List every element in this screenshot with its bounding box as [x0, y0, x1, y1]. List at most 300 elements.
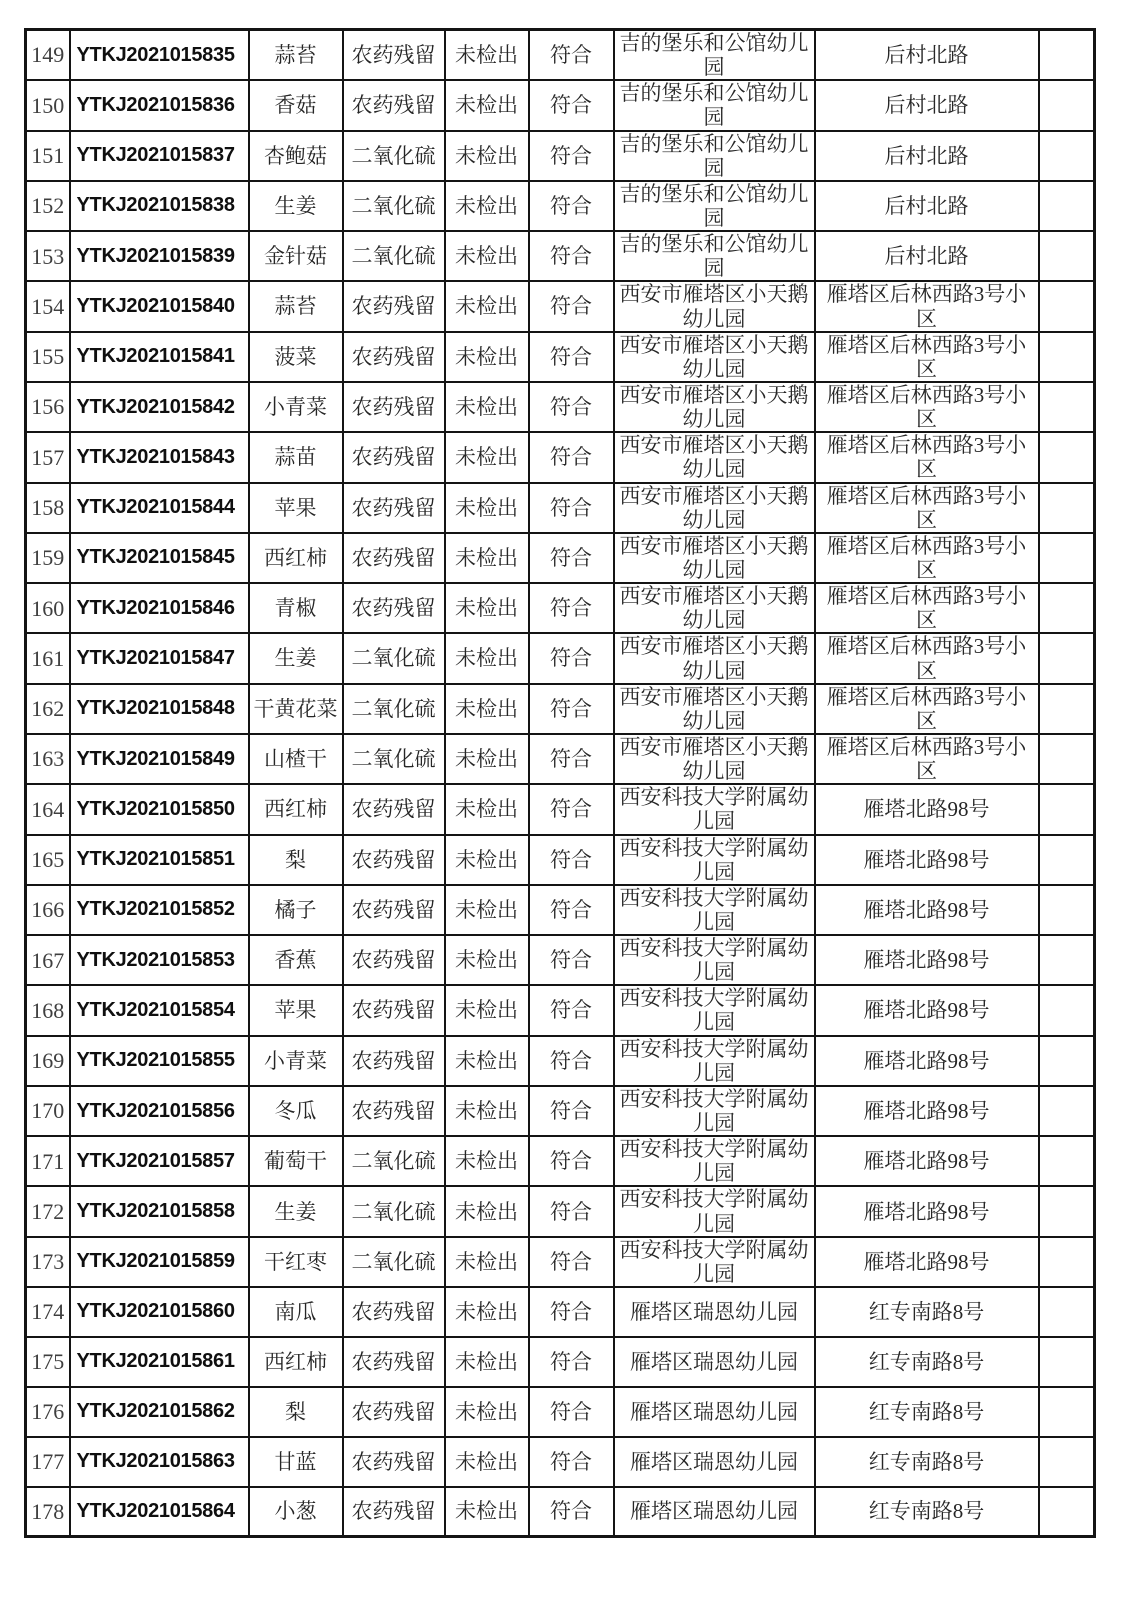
sample-id-cell: YTKJ2021015840 [70, 281, 249, 331]
table-row [26, 885, 1095, 935]
row-number-cell: 149 [26, 30, 70, 81]
test-result-cell: 未检出 [445, 684, 529, 734]
row-number-cell: 155 [26, 332, 70, 382]
sample-id-cell: YTKJ2021015863 [70, 1437, 249, 1487]
institution-address-cell: 红专南路8号 [815, 1487, 1039, 1537]
institution-address-cell: 雁塔北路98号 [815, 1237, 1039, 1287]
institution-address-cell: 后村北路 [815, 80, 1039, 130]
sampled-institution-cell: 吉的堡乐和公馆幼儿园 [614, 30, 815, 81]
remark-cell [1039, 332, 1095, 382]
institution-address-cell: 雁塔区后林西路3号小区 [815, 633, 1039, 683]
remark-cell [1039, 131, 1095, 181]
table-row [26, 1437, 1095, 1487]
remark-cell [1039, 633, 1095, 683]
institution-address-cell: 雁塔区后林西路3号小区 [815, 533, 1039, 583]
remark-cell [1039, 784, 1095, 834]
test-result-cell: 未检出 [445, 633, 529, 683]
sampled-institution-cell: 西安市雁塔区小天鹅幼儿园 [614, 684, 815, 734]
institution-address-cell: 红专南路8号 [815, 1287, 1039, 1337]
conclusion-cell: 符合 [529, 583, 614, 633]
institution-address-cell: 雁塔区后林西路3号小区 [815, 432, 1039, 482]
test-item-cell: 农药残留 [343, 835, 445, 885]
sample-name-cell: 西红柿 [249, 533, 343, 583]
sampled-institution-cell: 吉的堡乐和公馆幼儿园 [614, 181, 815, 231]
conclusion-cell: 符合 [529, 935, 614, 985]
conclusion-cell: 符合 [529, 1186, 614, 1236]
table-row [26, 784, 1095, 834]
table-row [26, 1086, 1095, 1136]
conclusion-cell: 符合 [529, 985, 614, 1035]
table-row [26, 30, 1095, 81]
sample-name-cell: 蒜苔 [249, 281, 343, 331]
test-result-cell: 未检出 [445, 181, 529, 231]
sample-name-cell: 青椒 [249, 583, 343, 633]
conclusion-cell: 符合 [529, 1387, 614, 1437]
conclusion-cell: 符合 [529, 1036, 614, 1086]
table-row [26, 985, 1095, 1035]
sample-name-cell: 生姜 [249, 181, 343, 231]
row-number-cell: 164 [26, 784, 70, 834]
test-item-cell: 二氧化硫 [343, 1136, 445, 1186]
test-item-cell: 二氧化硫 [343, 633, 445, 683]
sample-name-cell: 干红枣 [249, 1237, 343, 1287]
sampled-institution-cell: 雁塔区瑞恩幼儿园 [614, 1487, 815, 1537]
row-number-cell: 161 [26, 633, 70, 683]
test-item-cell: 农药残留 [343, 583, 445, 633]
table-row [26, 1036, 1095, 1086]
row-number-cell: 159 [26, 533, 70, 583]
test-item-cell: 农药残留 [343, 533, 445, 583]
remark-cell [1039, 1237, 1095, 1287]
table-row [26, 1487, 1095, 1537]
sample-name-cell: 冬瓜 [249, 1086, 343, 1136]
conclusion-cell: 符合 [529, 231, 614, 281]
table-row [26, 533, 1095, 583]
institution-address-cell: 雁塔北路98号 [815, 935, 1039, 985]
test-result-cell: 未检出 [445, 1186, 529, 1236]
table-row [26, 684, 1095, 734]
remark-cell [1039, 483, 1095, 533]
conclusion-cell: 符合 [529, 885, 614, 935]
test-result-cell: 未检出 [445, 935, 529, 985]
remark-cell [1039, 734, 1095, 784]
sample-name-cell: 小青菜 [249, 1036, 343, 1086]
row-number-cell: 169 [26, 1036, 70, 1086]
institution-address-cell: 后村北路 [815, 181, 1039, 231]
remark-cell [1039, 382, 1095, 432]
sampled-institution-cell: 吉的堡乐和公馆幼儿园 [614, 131, 815, 181]
row-number-cell: 151 [26, 131, 70, 181]
test-item-cell: 农药残留 [343, 1337, 445, 1387]
test-result-cell: 未检出 [445, 734, 529, 784]
row-number-cell: 178 [26, 1487, 70, 1537]
sample-name-cell: 西红柿 [249, 784, 343, 834]
conclusion-cell: 符合 [529, 784, 614, 834]
sample-name-cell: 葡萄干 [249, 1136, 343, 1186]
sampled-institution-cell: 西安市雁塔区小天鹅幼儿园 [614, 583, 815, 633]
test-item-cell: 农药残留 [343, 784, 445, 834]
sample-id-cell: YTKJ2021015854 [70, 985, 249, 1035]
remark-cell [1039, 1136, 1095, 1186]
institution-address-cell: 雁塔北路98号 [815, 784, 1039, 834]
test-item-cell: 农药残留 [343, 30, 445, 81]
row-number-cell: 154 [26, 281, 70, 331]
institution-address-cell: 红专南路8号 [815, 1437, 1039, 1487]
remark-cell [1039, 80, 1095, 130]
conclusion-cell: 符合 [529, 30, 614, 81]
sampled-institution-cell: 雁塔区瑞恩幼儿园 [614, 1387, 815, 1437]
sample-id-cell: YTKJ2021015850 [70, 784, 249, 834]
test-result-cell: 未检出 [445, 1036, 529, 1086]
row-number-cell: 150 [26, 80, 70, 130]
sample-id-cell: YTKJ2021015836 [70, 80, 249, 130]
sampled-institution-cell: 西安科技大学附属幼儿园 [614, 985, 815, 1035]
table-row [26, 131, 1095, 181]
sample-name-cell: 金针菇 [249, 231, 343, 281]
conclusion-cell: 符合 [529, 1086, 614, 1136]
sampled-institution-cell: 吉的堡乐和公馆幼儿园 [614, 231, 815, 281]
test-item-cell: 农药残留 [343, 935, 445, 985]
table-row [26, 1287, 1095, 1337]
row-number-cell: 172 [26, 1186, 70, 1236]
table-row [26, 483, 1095, 533]
remark-cell [1039, 533, 1095, 583]
sample-id-cell: YTKJ2021015839 [70, 231, 249, 281]
test-result-cell: 未检出 [445, 332, 529, 382]
remark-cell [1039, 885, 1095, 935]
row-number-cell: 175 [26, 1337, 70, 1387]
table-row [26, 633, 1095, 683]
test-result-cell: 未检出 [445, 281, 529, 331]
row-number-cell: 174 [26, 1287, 70, 1337]
table-row [26, 1337, 1095, 1387]
sampled-institution-cell: 雁塔区瑞恩幼儿园 [614, 1337, 815, 1387]
institution-address-cell: 雁塔北路98号 [815, 985, 1039, 1035]
row-number-cell: 170 [26, 1086, 70, 1136]
test-item-cell: 农药残留 [343, 281, 445, 331]
conclusion-cell: 符合 [529, 332, 614, 382]
row-number-cell: 162 [26, 684, 70, 734]
table-row [26, 1387, 1095, 1437]
conclusion-cell: 符合 [529, 533, 614, 583]
test-item-cell: 农药残留 [343, 1387, 445, 1437]
sample-name-cell: 蒜苗 [249, 432, 343, 482]
test-item-cell: 农药残留 [343, 1487, 445, 1537]
remark-cell [1039, 835, 1095, 885]
sample-id-cell: YTKJ2021015852 [70, 885, 249, 935]
sample-name-cell: 梨 [249, 1387, 343, 1437]
row-number-cell: 176 [26, 1387, 70, 1437]
test-result-cell: 未检出 [445, 382, 529, 432]
sample-name-cell: 南瓜 [249, 1287, 343, 1337]
table-row [26, 281, 1095, 331]
conclusion-cell: 符合 [529, 382, 614, 432]
row-number-cell: 156 [26, 382, 70, 432]
test-result-cell: 未检出 [445, 1387, 529, 1437]
sample-id-cell: YTKJ2021015855 [70, 1036, 249, 1086]
remark-cell [1039, 1437, 1095, 1487]
table-row [26, 231, 1095, 281]
remark-cell [1039, 181, 1095, 231]
row-number-cell: 177 [26, 1437, 70, 1487]
remark-cell [1039, 1337, 1095, 1387]
sample-name-cell: 苹果 [249, 483, 343, 533]
row-number-cell: 168 [26, 985, 70, 1035]
table-row [26, 1186, 1095, 1236]
remark-cell [1039, 30, 1095, 81]
sampled-institution-cell: 雁塔区瑞恩幼儿园 [614, 1287, 815, 1337]
institution-address-cell: 后村北路 [815, 30, 1039, 81]
sampled-institution-cell: 西安市雁塔区小天鹅幼儿园 [614, 483, 815, 533]
test-item-cell: 农药残留 [343, 432, 445, 482]
inspection-results-table [24, 28, 1096, 1538]
sample-id-cell: YTKJ2021015848 [70, 684, 249, 734]
test-result-cell: 未检出 [445, 985, 529, 1035]
sample-name-cell: 小葱 [249, 1487, 343, 1537]
test-item-cell: 农药残留 [343, 332, 445, 382]
conclusion-cell: 符合 [529, 1487, 614, 1537]
sampled-institution-cell: 西安科技大学附属幼儿园 [614, 1237, 815, 1287]
table-row [26, 1237, 1095, 1287]
table-row [26, 1136, 1095, 1186]
sample-id-cell: YTKJ2021015842 [70, 382, 249, 432]
remark-cell [1039, 1487, 1095, 1537]
sample-id-cell: YTKJ2021015835 [70, 30, 249, 81]
institution-address-cell: 雁塔北路98号 [815, 1136, 1039, 1186]
test-item-cell: 二氧化硫 [343, 684, 445, 734]
institution-address-cell: 雁塔区后林西路3号小区 [815, 684, 1039, 734]
test-result-cell: 未检出 [445, 1337, 529, 1387]
sample-id-cell: YTKJ2021015860 [70, 1287, 249, 1337]
remark-cell [1039, 1387, 1095, 1437]
row-number-cell: 173 [26, 1237, 70, 1287]
sample-id-cell: YTKJ2021015857 [70, 1136, 249, 1186]
remark-cell [1039, 432, 1095, 482]
sample-id-cell: YTKJ2021015859 [70, 1237, 249, 1287]
sampled-institution-cell: 西安科技大学附属幼儿园 [614, 1136, 815, 1186]
conclusion-cell: 符合 [529, 684, 614, 734]
sampled-institution-cell: 西安市雁塔区小天鹅幼儿园 [614, 382, 815, 432]
test-result-cell: 未检出 [445, 30, 529, 81]
sample-id-cell: YTKJ2021015843 [70, 432, 249, 482]
conclusion-cell: 符合 [529, 281, 614, 331]
sample-name-cell: 菠菜 [249, 332, 343, 382]
sample-id-cell: YTKJ2021015851 [70, 835, 249, 885]
test-result-cell: 未检出 [445, 784, 529, 834]
sample-id-cell: YTKJ2021015845 [70, 533, 249, 583]
test-result-cell: 未检出 [445, 1287, 529, 1337]
institution-address-cell: 雁塔北路98号 [815, 835, 1039, 885]
institution-address-cell: 雁塔北路98号 [815, 1086, 1039, 1136]
sample-name-cell: 香蕉 [249, 935, 343, 985]
institution-address-cell: 雁塔区后林西路3号小区 [815, 483, 1039, 533]
test-result-cell: 未检出 [445, 1086, 529, 1136]
sample-name-cell: 蒜苔 [249, 30, 343, 81]
test-result-cell: 未检出 [445, 432, 529, 482]
sampled-institution-cell: 西安市雁塔区小天鹅幼儿园 [614, 332, 815, 382]
table-row [26, 332, 1095, 382]
table-row [26, 734, 1095, 784]
remark-cell [1039, 1086, 1095, 1136]
conclusion-cell: 符合 [529, 1237, 614, 1287]
test-item-cell: 农药残留 [343, 1437, 445, 1487]
sample-id-cell: YTKJ2021015838 [70, 181, 249, 231]
test-item-cell: 农药残留 [343, 1086, 445, 1136]
table-row [26, 382, 1095, 432]
remark-cell [1039, 1036, 1095, 1086]
conclusion-cell: 符合 [529, 1337, 614, 1387]
row-number-cell: 153 [26, 231, 70, 281]
row-number-cell: 165 [26, 835, 70, 885]
institution-address-cell: 雁塔区后林西路3号小区 [815, 734, 1039, 784]
conclusion-cell: 符合 [529, 633, 614, 683]
test-item-cell: 农药残留 [343, 1036, 445, 1086]
row-number-cell: 171 [26, 1136, 70, 1186]
sample-id-cell: YTKJ2021015861 [70, 1337, 249, 1387]
remark-cell [1039, 1186, 1095, 1236]
row-number-cell: 163 [26, 734, 70, 784]
test-item-cell: 农药残留 [343, 382, 445, 432]
sample-name-cell: 生姜 [249, 633, 343, 683]
institution-address-cell: 雁塔区后林西路3号小区 [815, 332, 1039, 382]
sampled-institution-cell: 西安市雁塔区小天鹅幼儿园 [614, 281, 815, 331]
test-result-cell: 未检出 [445, 1237, 529, 1287]
sample-name-cell: 山楂干 [249, 734, 343, 784]
sampled-institution-cell: 西安科技大学附属幼儿园 [614, 1186, 815, 1236]
row-number-cell: 152 [26, 181, 70, 231]
test-result-cell: 未检出 [445, 533, 529, 583]
sampled-institution-cell: 西安市雁塔区小天鹅幼儿园 [614, 734, 815, 784]
test-result-cell: 未检出 [445, 885, 529, 935]
conclusion-cell: 符合 [529, 483, 614, 533]
conclusion-cell: 符合 [529, 1287, 614, 1337]
test-result-cell: 未检出 [445, 231, 529, 281]
remark-cell [1039, 1287, 1095, 1337]
sampled-institution-cell: 雁塔区瑞恩幼儿园 [614, 1437, 815, 1487]
sample-name-cell: 香菇 [249, 80, 343, 130]
test-item-cell: 二氧化硫 [343, 231, 445, 281]
sampled-institution-cell: 西安科技大学附属幼儿园 [614, 885, 815, 935]
row-number-cell: 166 [26, 885, 70, 935]
conclusion-cell: 符合 [529, 734, 614, 784]
institution-address-cell: 红专南路8号 [815, 1337, 1039, 1387]
sample-id-cell: YTKJ2021015849 [70, 734, 249, 784]
test-item-cell: 二氧化硫 [343, 1237, 445, 1287]
sampled-institution-cell: 西安市雁塔区小天鹅幼儿园 [614, 432, 815, 482]
remark-cell [1039, 281, 1095, 331]
test-item-cell: 农药残留 [343, 80, 445, 130]
institution-address-cell: 雁塔区后林西路3号小区 [815, 583, 1039, 633]
sample-id-cell: YTKJ2021015841 [70, 332, 249, 382]
test-item-cell: 二氧化硫 [343, 1186, 445, 1236]
sample-name-cell: 生姜 [249, 1186, 343, 1236]
row-number-cell: 157 [26, 432, 70, 482]
test-item-cell: 农药残留 [343, 985, 445, 1035]
test-item-cell: 二氧化硫 [343, 181, 445, 231]
institution-address-cell: 雁塔区后林西路3号小区 [815, 281, 1039, 331]
conclusion-cell: 符合 [529, 131, 614, 181]
table-row [26, 935, 1095, 985]
sample-id-cell: YTKJ2021015846 [70, 583, 249, 633]
institution-address-cell: 雁塔北路98号 [815, 1186, 1039, 1236]
row-number-cell: 160 [26, 583, 70, 633]
results-table-body [26, 30, 1095, 1537]
institution-address-cell: 后村北路 [815, 231, 1039, 281]
conclusion-cell: 符合 [529, 432, 614, 482]
table-row [26, 583, 1095, 633]
sample-name-cell: 杏鲍菇 [249, 131, 343, 181]
sampled-institution-cell: 西安科技大学附属幼儿园 [614, 835, 815, 885]
row-number-cell: 167 [26, 935, 70, 985]
sample-id-cell: YTKJ2021015844 [70, 483, 249, 533]
sample-name-cell: 橘子 [249, 885, 343, 935]
institution-address-cell: 红专南路8号 [815, 1387, 1039, 1437]
sample-id-cell: YTKJ2021015858 [70, 1186, 249, 1236]
test-item-cell: 农药残留 [343, 483, 445, 533]
conclusion-cell: 符合 [529, 181, 614, 231]
sample-id-cell: YTKJ2021015864 [70, 1487, 249, 1537]
table-row [26, 80, 1095, 130]
table-row [26, 432, 1095, 482]
test-result-cell: 未检出 [445, 835, 529, 885]
test-result-cell: 未检出 [445, 80, 529, 130]
institution-address-cell: 雁塔北路98号 [815, 885, 1039, 935]
test-item-cell: 二氧化硫 [343, 131, 445, 181]
institution-address-cell: 雁塔区后林西路3号小区 [815, 382, 1039, 432]
sampled-institution-cell: 西安科技大学附属幼儿园 [614, 1036, 815, 1086]
remark-cell [1039, 231, 1095, 281]
sample-id-cell: YTKJ2021015853 [70, 935, 249, 985]
remark-cell [1039, 985, 1095, 1035]
sample-name-cell: 小青菜 [249, 382, 343, 432]
institution-address-cell: 雁塔北路98号 [815, 1036, 1039, 1086]
sample-id-cell: YTKJ2021015837 [70, 131, 249, 181]
test-item-cell: 二氧化硫 [343, 734, 445, 784]
conclusion-cell: 符合 [529, 835, 614, 885]
sample-name-cell: 梨 [249, 835, 343, 885]
sampled-institution-cell: 西安科技大学附属幼儿园 [614, 935, 815, 985]
sample-id-cell: YTKJ2021015847 [70, 633, 249, 683]
conclusion-cell: 符合 [529, 1437, 614, 1487]
conclusion-cell: 符合 [529, 80, 614, 130]
sample-name-cell: 甘蓝 [249, 1437, 343, 1487]
table-row [26, 181, 1095, 231]
test-item-cell: 农药残留 [343, 885, 445, 935]
row-number-cell: 158 [26, 483, 70, 533]
remark-cell [1039, 684, 1095, 734]
sampled-institution-cell: 吉的堡乐和公馆幼儿园 [614, 80, 815, 130]
test-result-cell: 未检出 [445, 583, 529, 633]
test-result-cell: 未检出 [445, 1437, 529, 1487]
remark-cell [1039, 583, 1095, 633]
test-result-cell: 未检出 [445, 1136, 529, 1186]
test-result-cell: 未检出 [445, 1487, 529, 1537]
table-row [26, 835, 1095, 885]
remark-cell [1039, 935, 1095, 985]
institution-address-cell: 后村北路 [815, 131, 1039, 181]
conclusion-cell: 符合 [529, 1136, 614, 1186]
sampled-institution-cell: 西安市雁塔区小天鹅幼儿园 [614, 633, 815, 683]
sample-name-cell: 苹果 [249, 985, 343, 1035]
sample-name-cell: 西红柿 [249, 1337, 343, 1387]
sampled-institution-cell: 西安市雁塔区小天鹅幼儿园 [614, 533, 815, 583]
test-item-cell: 农药残留 [343, 1287, 445, 1337]
test-result-cell: 未检出 [445, 131, 529, 181]
sampled-institution-cell: 西安科技大学附属幼儿园 [614, 1086, 815, 1136]
sampled-institution-cell: 西安科技大学附属幼儿园 [614, 784, 815, 834]
sample-name-cell: 干黄花菜 [249, 684, 343, 734]
sample-id-cell: YTKJ2021015856 [70, 1086, 249, 1136]
